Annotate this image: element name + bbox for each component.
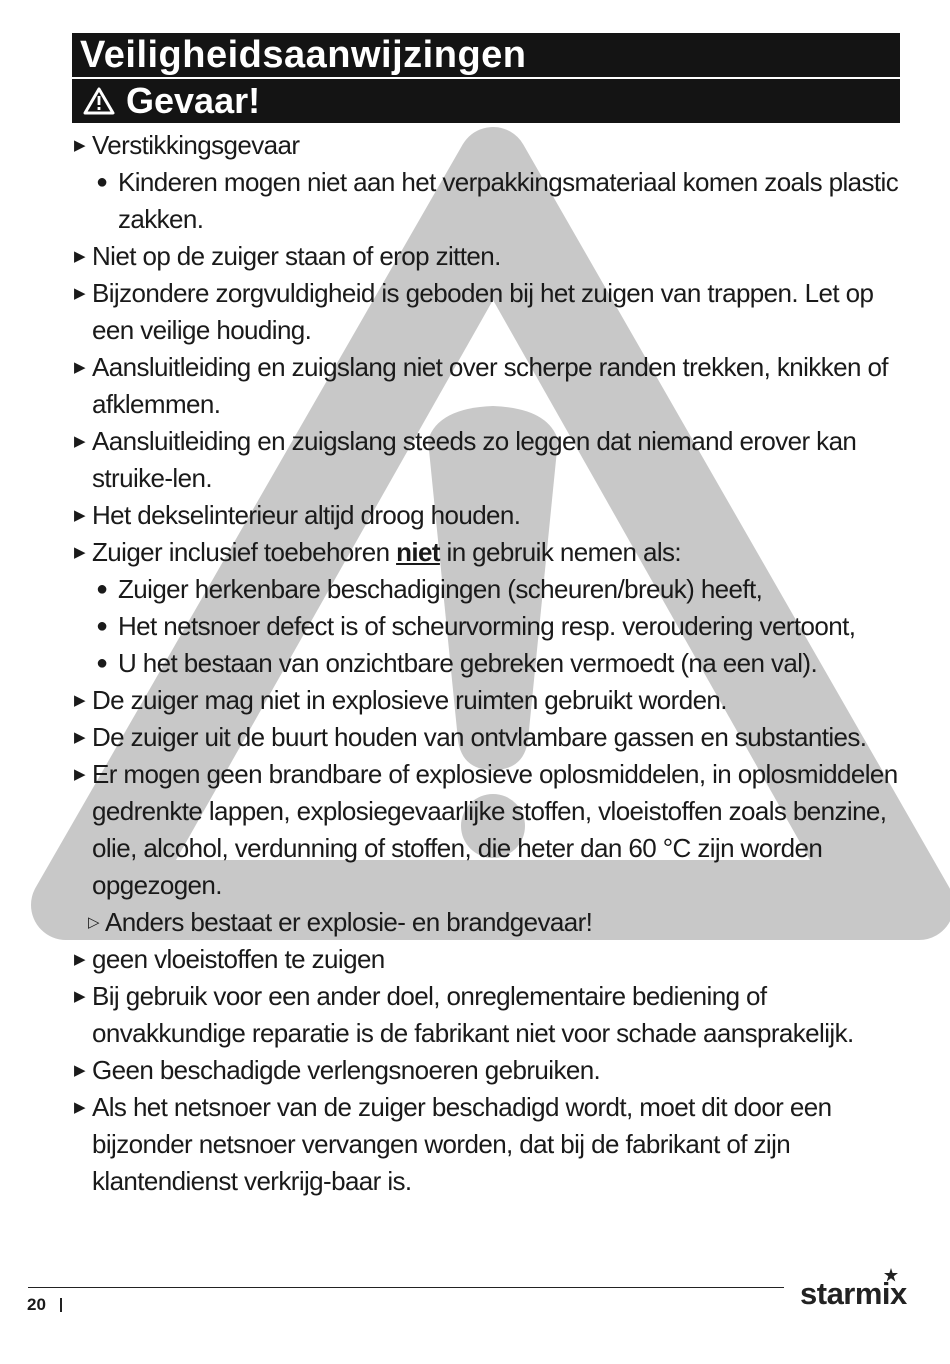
item-text: Anders bestaat er explosie- en brandgevaar! bbox=[105, 907, 593, 937]
list-item bbox=[72, 978, 900, 1052]
triangle-bullet-icon: ▶ bbox=[74, 433, 85, 450]
outline-triangle-icon: ▷ bbox=[88, 914, 99, 931]
danger-label: Gevaar! bbox=[126, 80, 261, 121]
list-item bbox=[72, 1089, 900, 1200]
triangle-bullet-icon: ▶ bbox=[74, 507, 85, 524]
triangle-bullet-icon: ▶ bbox=[74, 692, 85, 709]
list-item bbox=[72, 941, 900, 978]
safety-list bbox=[72, 127, 900, 1200]
warning-icon bbox=[82, 86, 116, 116]
triangle-bullet-icon: ▶ bbox=[74, 285, 85, 302]
item-text: Er mogen geen brandbare of explosieve oplosmiddelen, in oplosmiddelen gedrenkte lappen, explosiegevaarlijke stoffen, vloeistoffen zoals benzine, olie, alcohol, verdunning of stoffen, die heter dan 60 °C zijn worden opgezogen. bbox=[92, 759, 898, 900]
list-item bbox=[72, 756, 900, 904]
list-item bbox=[72, 349, 900, 423]
footer-divider bbox=[28, 1287, 784, 1288]
item-text: Geen beschadigde verlengsnoeren gebruiken. bbox=[92, 1055, 601, 1085]
item-text: geen vloeistoffen te zuigen bbox=[92, 944, 385, 974]
item-text: Verstikkingsgevaar bbox=[92, 130, 300, 160]
triangle-bullet-icon: ▶ bbox=[74, 1062, 85, 1079]
item-text: Bijzondere zorgvuldigheid is geboden bij het zuigen van trappen. Let op een veilige houding. bbox=[92, 278, 874, 345]
bullet-item bbox=[72, 571, 900, 608]
danger-heading bbox=[72, 79, 900, 123]
triangle-bullet-icon: ▶ bbox=[74, 1099, 85, 1116]
bullet-item bbox=[72, 164, 900, 238]
safety-section bbox=[72, 33, 900, 1200]
bullet-dot-icon: ● bbox=[96, 652, 108, 674]
list-item bbox=[72, 127, 900, 164]
list-item bbox=[72, 238, 900, 275]
triangle-bullet-icon: ▶ bbox=[74, 248, 85, 265]
bullet-item bbox=[72, 645, 900, 682]
item-text: Het dekselinterieur altijd droog houden. bbox=[92, 500, 521, 530]
page-number: 20 bbox=[27, 1295, 46, 1314]
brand-name: starmix bbox=[800, 1276, 907, 1311]
list-item bbox=[72, 497, 900, 534]
item-text: Kinderen mogen niet aan het verpakkingsmateriaal komen zoals plastic zakken. bbox=[118, 167, 899, 234]
item-text: Aansluitleiding en zuigslang niet over scherpe randen trekken, knikken of afklemmen. bbox=[92, 352, 888, 419]
list-item bbox=[72, 275, 900, 349]
item-text: Als het netsnoer van de zuiger beschadigd wordt, moet dit door een bijzonder netsnoer vervangen worden, dat bij de fabrikant of zijn klantendienst verkrijg-baar is. bbox=[92, 1092, 832, 1196]
list-item bbox=[72, 719, 900, 756]
triangle-bullet-icon: ▶ bbox=[74, 729, 85, 746]
item-text: Zuiger herkenbare beschadigingen (scheuren/breuk) heeft, bbox=[118, 574, 763, 604]
section-title: Veiligheidsaanwijzingen bbox=[72, 33, 900, 77]
item-text: Het netsnoer defect is of scheurvorming resp. veroudering vertoont, bbox=[118, 611, 856, 641]
list-item bbox=[72, 682, 900, 719]
page-number-separator bbox=[60, 1298, 62, 1312]
triangle-bullet-icon: ▶ bbox=[74, 544, 85, 561]
triangle-bullet-icon: ▶ bbox=[74, 137, 85, 154]
item-text: in gebruik nemen als: bbox=[439, 537, 682, 567]
item-text: De zuiger uit de buurt houden van ontvlambare gassen en substanties. bbox=[92, 722, 867, 752]
list-item bbox=[72, 423, 900, 497]
triangle-bullet-icon: ▶ bbox=[74, 359, 85, 376]
item-text: Aansluitleiding en zuigslang steeds zo leggen dat niemand erover kan struike-len. bbox=[92, 426, 857, 493]
item-text: Zuiger inclusief toebehoren bbox=[92, 537, 397, 567]
triangle-bullet-icon: ▶ bbox=[74, 766, 85, 783]
item-text: Bij gebruik voor een ander doel, onreglementaire bediening of onvakkundige reparatie is de fabrikant niet voor schade aansprakelijk. bbox=[92, 981, 854, 1048]
triangle-bullet-icon: ▶ bbox=[74, 951, 85, 968]
triangle-bullet-icon: ▶ bbox=[74, 988, 85, 1005]
logo-star-icon bbox=[884, 1268, 898, 1282]
bullet-dot-icon: ● bbox=[96, 171, 108, 193]
emphasis-text: niet bbox=[396, 537, 440, 567]
item-text: De zuiger mag niet in explosieve ruimten gebruikt worden. bbox=[92, 685, 727, 715]
note-item bbox=[72, 904, 900, 941]
bullet-dot-icon: ● bbox=[96, 615, 108, 637]
item-text: Niet op de zuiger staan of erop zitten. bbox=[92, 241, 501, 271]
item-text: U het bestaan van onzichtbare gebreken vermoedt (na een val). bbox=[118, 648, 818, 678]
list-item bbox=[72, 1052, 900, 1089]
bullet-dot-icon: ● bbox=[96, 578, 108, 600]
list-item bbox=[72, 534, 900, 571]
bullet-item bbox=[72, 608, 900, 645]
